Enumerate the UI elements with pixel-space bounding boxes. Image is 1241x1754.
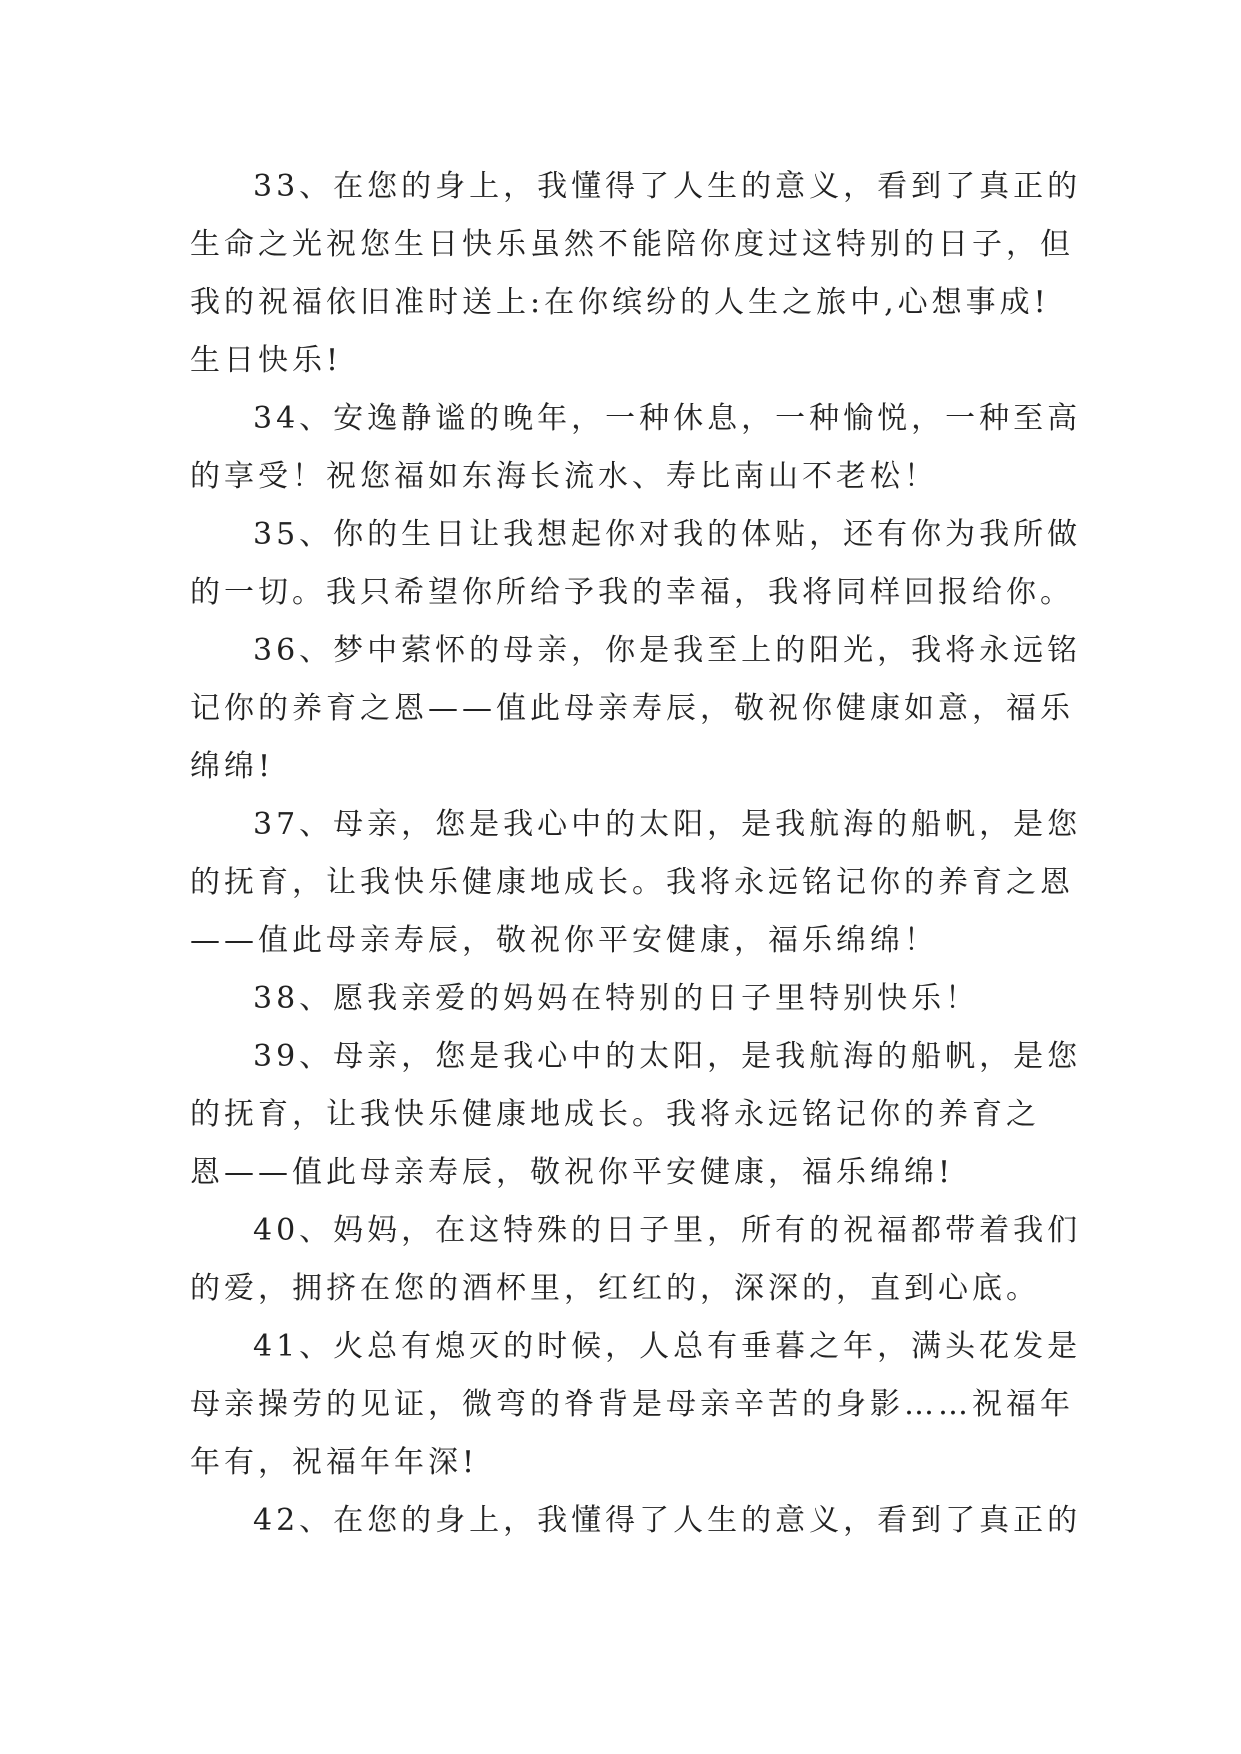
text-line: 绵绵!: [190, 749, 275, 784]
text-line: 的享受！祝您福如东海长流水、寿比南山不老松！: [190, 459, 938, 494]
text-line: 生日快乐!: [190, 343, 343, 378]
text-line: 38、愿我亲爱的妈妈在特别的日子里特别快乐！: [253, 981, 980, 1016]
text-line: 记你的养育之恩——值此母亲寿辰，敬祝你健康如意，福乐: [190, 691, 1074, 726]
text-line: 41、火总有熄灭的时候，人总有垂暮之年，满头花发是: [253, 1329, 1082, 1364]
text-line: 39、母亲，您是我心中的太阳，是我航海的船帆，是您: [253, 1039, 1082, 1074]
text-line: 的一切。我只希望你所给予我的幸福，我将同样回报给你。: [190, 575, 1074, 610]
text-line: 生命之光祝您生日快乐虽然不能陪你度过这特别的日子，但: [190, 227, 1074, 262]
text-line: 37、母亲，您是我心中的太阳，是我航海的船帆，是您: [253, 807, 1082, 842]
text-line: 40、妈妈，在这特殊的日子里，所有的祝福都带着我们: [253, 1213, 1082, 1248]
text-line: 恩——值此母亲寿辰，敬祝你平安健康，福乐绵绵!: [190, 1155, 955, 1190]
text-line: 我的祝福依旧准时送上:在你缤纷的人生之旅中,心想事成!: [190, 285, 1050, 320]
text-line: 35、你的生日让我想起你对我的体贴，还有你为我所做: [253, 517, 1082, 552]
text-line: ——值此母亲寿辰，敬祝你平安健康，福乐绵绵！: [190, 923, 938, 958]
text-line: 的爱，拥挤在您的酒杯里，红红的，深深的，直到心底。: [190, 1271, 1040, 1306]
body-text: [190, 158, 1082, 1550]
text-line: 年有，祝福年年深!: [190, 1445, 479, 1480]
text-line: 36、梦中萦怀的母亲，你是我至上的阳光，我将永远铭: [253, 633, 1082, 668]
text-line: 的抚育，让我快乐健康地成长。我将永远铭记你的养育之恩: [190, 865, 1074, 900]
text-line: 34、安逸静谧的晚年，一种休息，一种愉悦，一种至高: [253, 401, 1082, 436]
text-line: 33、在您的身上，我懂得了人生的意义，看到了真正的: [253, 169, 1082, 204]
text-line: 42、在您的身上，我懂得了人生的意义，看到了真正的: [253, 1503, 1082, 1538]
text-line: 的抚育，让我快乐健康地成长。我将永远铭记你的养育之: [190, 1097, 1040, 1132]
text-line: 母亲操劳的见证，微弯的脊背是母亲辛苦的身影……祝福年: [190, 1387, 1074, 1422]
